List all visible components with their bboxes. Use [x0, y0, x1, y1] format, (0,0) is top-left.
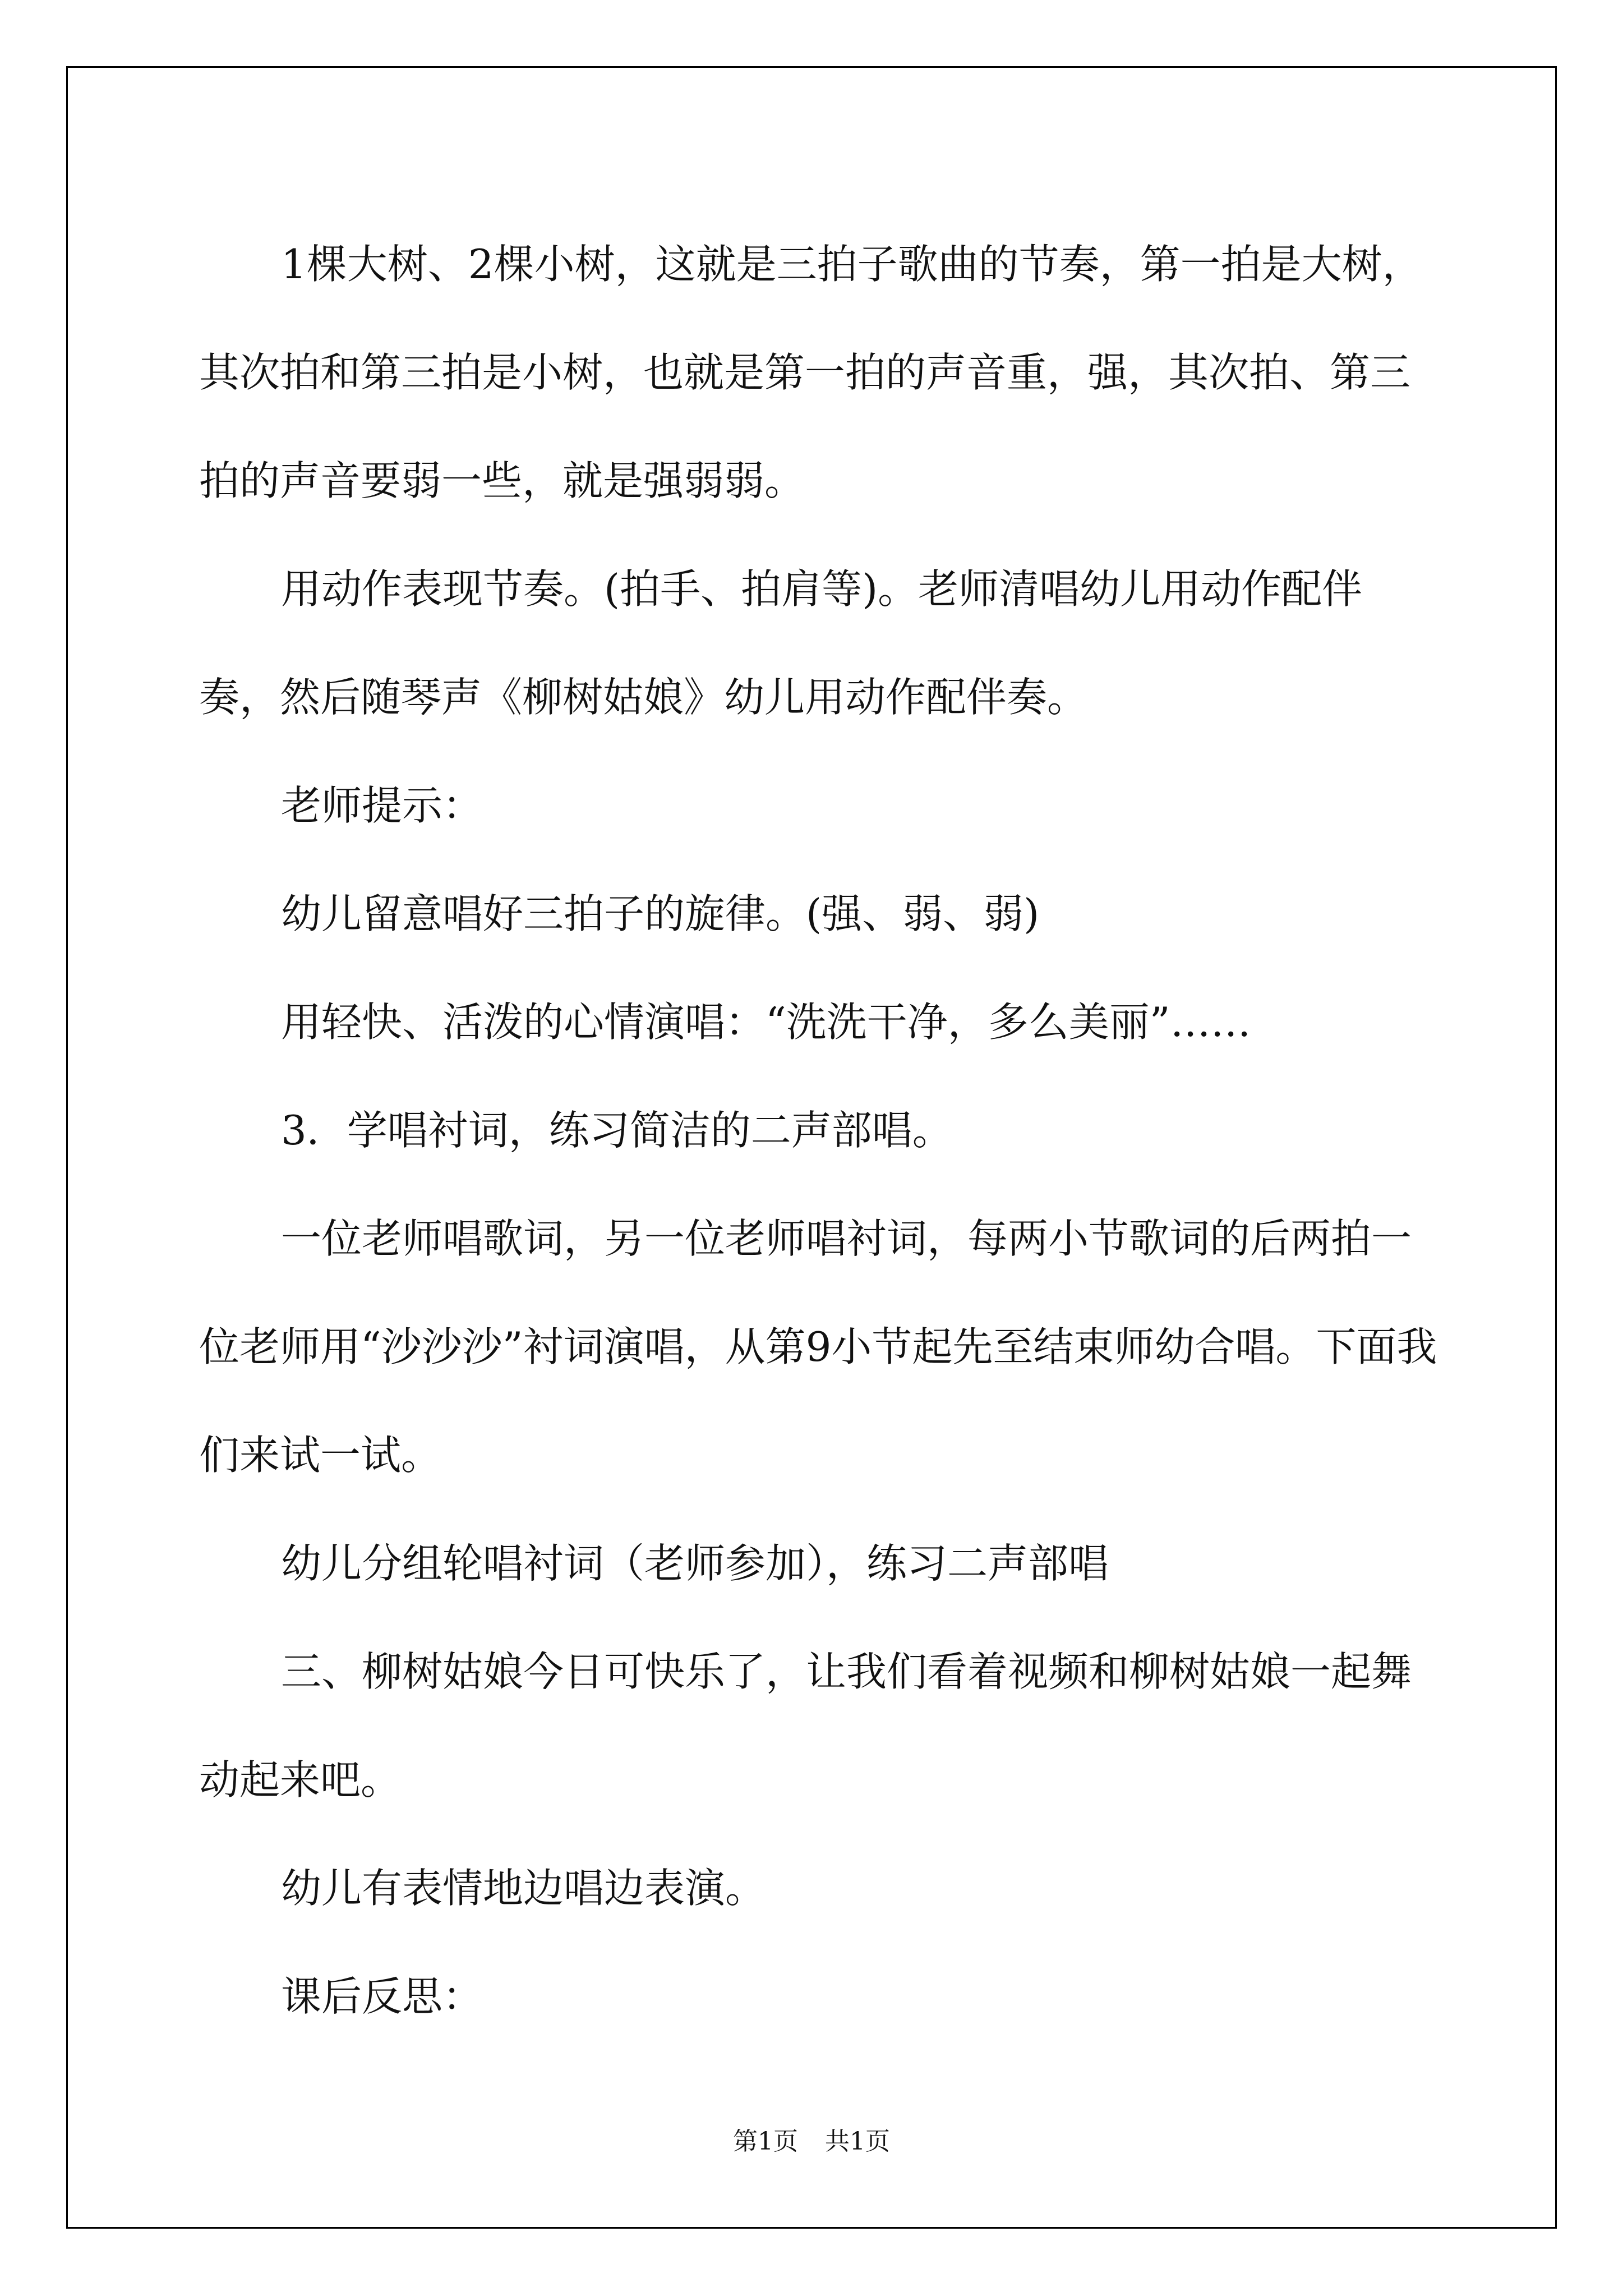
paragraph: 课后反思： [281, 1973, 483, 2020]
page-number-current: 第1页 [733, 2127, 798, 2156]
paragraph: 幼儿有表情地边唱边表演。 [281, 1865, 766, 1912]
paragraph: 三、柳树姑娘今日可快乐了，让我们看着视频和柳树姑娘一起舞动起来吧。 [199, 1648, 1412, 1803]
paragraph: 一位老师唱歌词，另一位老师唱衬词，每两小节歌词的后两拍一位老师用“沙沙沙”衬词演唱，从第9小节起先至结束师幼合唱。下面我们来试一试。 [199, 1215, 1437, 1479]
document-body [199, 210, 1438, 2051]
page-footer [0, 2125, 1623, 2159]
paragraph: 1棵大树、2棵小树，这就是三拍子歌曲的节奏，第一拍是大树，其次拍和第三拍是小树，也就是第一拍的声音重，强，其次拍、第三拍的声音要弱一些，就是强弱弱。 [199, 241, 1423, 504]
paragraph: 幼儿留意唱好三拍子的旋律。(强、弱、弱) [281, 890, 1040, 937]
page-number-total: 共1页 [825, 2127, 890, 2156]
paragraph: 用动作表现节奏。(拍手、拍肩等)。老师清唱幼儿用动作配伴奏，然后随琴声《柳树姑娘》幼儿用动作配伴奏。 [199, 565, 1363, 721]
paragraph: 3．学唱衬词，练习简洁的二声部唱。 [281, 1107, 953, 1154]
paragraph: 幼儿分组轮唱衬词（老师参加），练习二声部唱 [281, 1540, 1109, 1587]
paragraph: 用轻快、活泼的心情演唱：“洗洗干净，多么美丽”…… [281, 999, 1251, 1046]
paragraph: 老师提示： [281, 782, 483, 829]
